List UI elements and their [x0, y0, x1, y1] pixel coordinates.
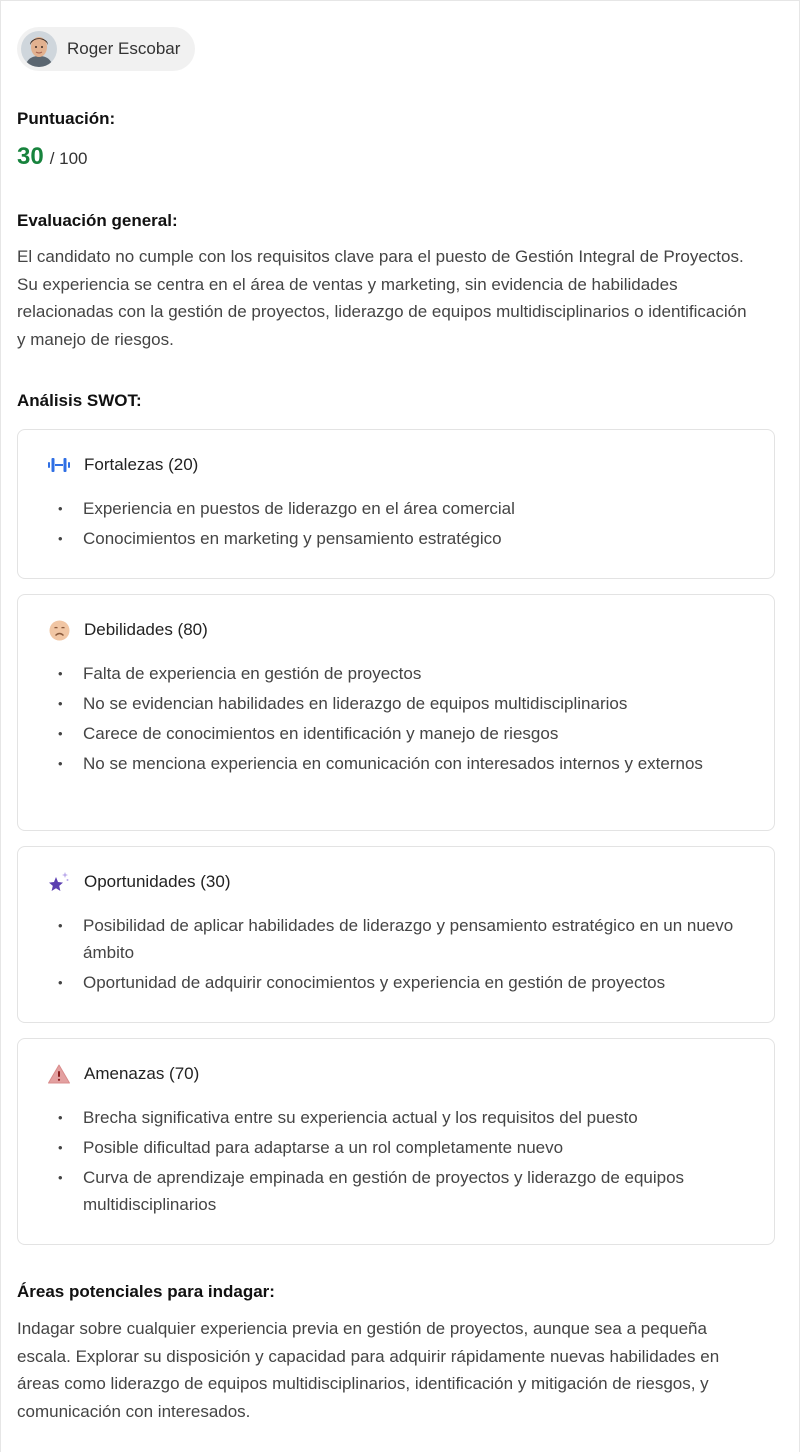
swot-card-strengths: [17, 429, 775, 579]
explore-areas-title: Áreas potenciales para indagar:: [17, 1282, 275, 1301]
sad-face-icon: [48, 619, 70, 641]
weaknesses-list: [58, 660, 738, 780]
score: [17, 143, 88, 171]
list-item: • No se menciona experiencia en comunicación con interesados internos y externos: [58, 750, 738, 777]
opportunities-list: [58, 912, 738, 999]
strengths-list: [58, 495, 738, 555]
strengths-title: Fortalezas (20): [84, 455, 199, 474]
list-item: • Experiencia en puestos de liderazgo en el área comercial: [58, 495, 738, 522]
list-item: • No se evidencian habilidades en liderazgo de equipos multidisciplinarios: [58, 690, 738, 717]
swot-card-weaknesses: [17, 594, 775, 831]
sparkle-star-icon: [48, 871, 70, 893]
general-evaluation-text: El candidato no cumple con los requisitos clave para el puesto de Gestión Integral de Proyectos. Su experiencia se centra en el área de ventas y marketing, sin evidencia de habilidades relacionadas con la gestión de proyectos, liderazgo de equipos multidisciplinarios o identificación y manejo de riesgos.: [17, 247, 747, 349]
threats-list: [58, 1104, 738, 1221]
swot-card-threats: [17, 1038, 775, 1245]
general-evaluation-title: Evaluación general:: [17, 211, 178, 230]
user-avatar-icon: [21, 31, 57, 67]
score-label: Puntuación:: [17, 109, 116, 128]
dumbbell-icon: [48, 454, 70, 476]
swot-title: Análisis SWOT:: [17, 391, 142, 410]
list-item: • Curva de aprendizaje empinada en gestión de proyectos y liderazgo de equipos multidisciplinarios: [58, 1164, 738, 1218]
swot-card-opportunities: [17, 846, 775, 1023]
list-item: • Oportunidad de adquirir conocimientos y experiencia en gestión de proyectos: [58, 969, 738, 996]
explore-areas-text: Indagar sobre cualquier experiencia previa en gestión de proyectos, aunque sea a pequeña escala. Explorar su disposición y capacidad para adquirir rápidamente nuevas habilidades en áreas como liderazgo de equipos multidisciplinarios, identificación y mitigación de riesgos, y comunicación con interesados.: [17, 1319, 720, 1421]
weaknesses-title: Debilidades (80): [84, 620, 208, 639]
user-name: Roger Escobar: [67, 39, 181, 58]
list-item: • Falta de experiencia en gestión de proyectos: [58, 660, 738, 687]
list-item: • Conocimientos en marketing y pensamiento estratégico: [58, 525, 738, 552]
opportunities-title: Oportunidades (30): [84, 872, 231, 891]
list-item: • Posible dificultad para adaptarse a un rol completamente nuevo: [58, 1134, 738, 1161]
threats-title: Amenazas (70): [84, 1064, 200, 1083]
score-max: / 100: [49, 149, 88, 168]
warning-triangle-icon: [48, 1063, 70, 1085]
list-item: • Carece de conocimientos en identificación y manejo de riesgos: [58, 720, 738, 747]
list-item: • Brecha significativa entre su experiencia actual y los requisitos del puesto: [58, 1104, 738, 1131]
user-chip[interactable]: [17, 27, 195, 71]
score-value: 30: [17, 143, 44, 170]
list-item: • Posibilidad de aplicar habilidades de liderazgo y pensamiento estratégico en un nuevo ámbito: [58, 912, 738, 966]
